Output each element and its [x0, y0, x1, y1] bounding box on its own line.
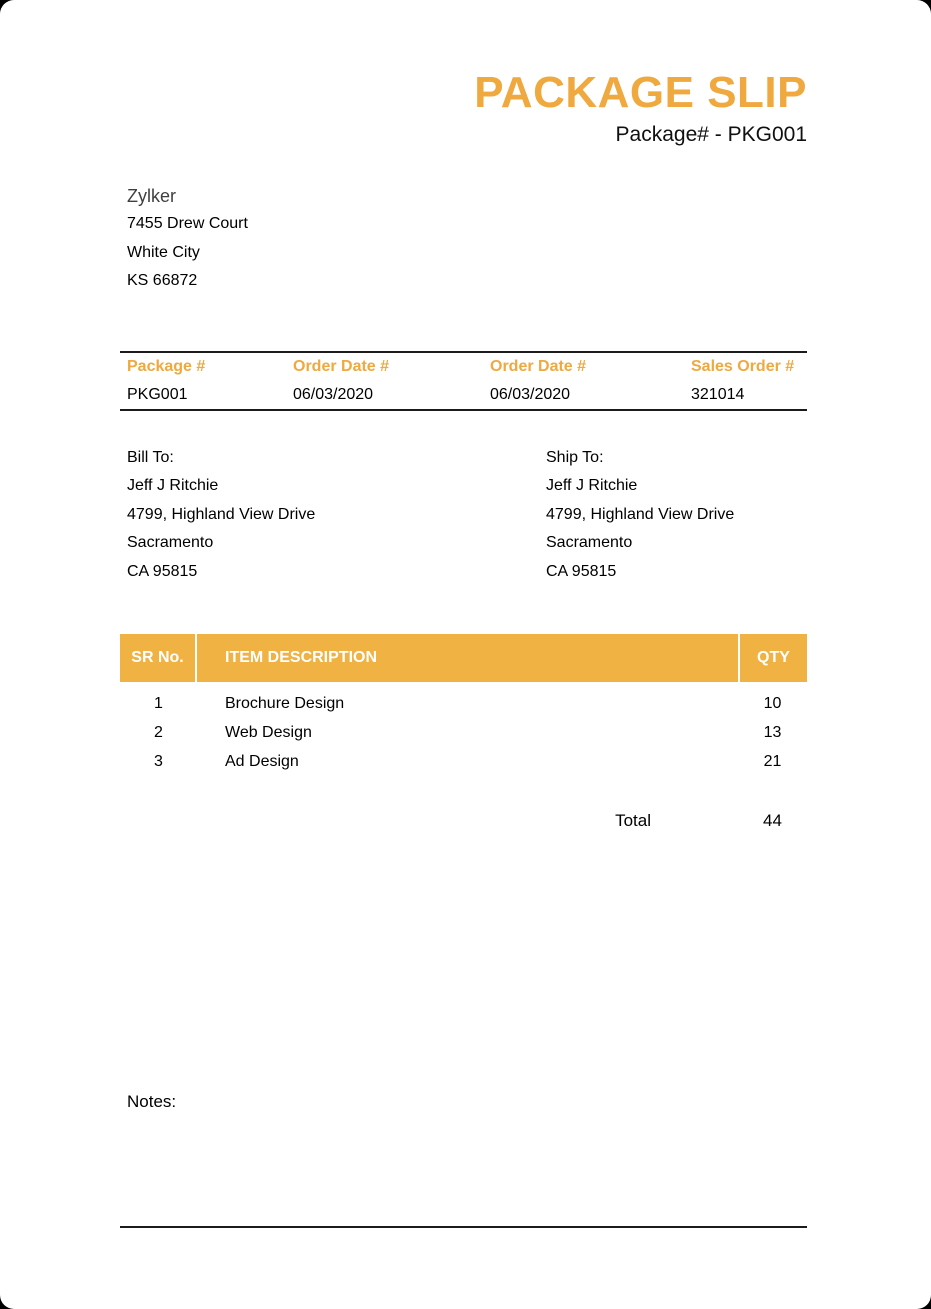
table-row	[120, 689, 807, 718]
detail-value: 06/03/2020	[293, 385, 374, 403]
bill-to-label: Bill To:	[127, 448, 174, 466]
package-details-table	[120, 351, 807, 411]
item-description: Web Design	[225, 724, 312, 741]
detail-value: 321014	[691, 385, 745, 403]
detail-order-date-2	[483, 353, 684, 409]
ship-to-line: 4799, Highland View Drive	[546, 505, 735, 523]
bill-to-line: Sacramento	[127, 534, 214, 551]
table-row	[120, 718, 807, 747]
header-item-description: ITEM DESCRIPTION	[225, 649, 378, 666]
detail-label: Order Date #	[490, 357, 587, 375]
package-number-line: Package# - PKG001	[615, 123, 807, 146]
items-table-body	[120, 689, 807, 776]
notes-label: Notes:	[127, 1092, 177, 1111]
ship-to-section	[546, 444, 734, 587]
company-address-line: KS 66872	[127, 272, 198, 289]
bill-to-line: 4799, Highland View Drive	[127, 505, 316, 523]
detail-value: 06/03/2020	[490, 385, 571, 403]
item-qty: 13	[763, 724, 782, 741]
item-qty: 10	[763, 695, 782, 712]
document-header	[120, 70, 807, 148]
bill-to-line: CA 95815	[127, 562, 198, 580]
company-address-line: 7455 Drew Court	[127, 215, 248, 232]
detail-value: PKG001	[127, 385, 188, 403]
items-table	[120, 634, 807, 832]
header-qty: QTY	[738, 634, 807, 682]
ship-to-line: Jeff J Ritchie	[546, 477, 638, 494]
company-name: Zylker	[127, 186, 176, 206]
detail-label: Order Date #	[293, 357, 390, 375]
detail-label: Package #	[127, 357, 206, 375]
detail-order-date-1	[286, 353, 483, 409]
header-sr-no: SR No.	[120, 634, 197, 682]
items-table-header	[120, 634, 807, 682]
detail-label: Sales Order #	[691, 357, 795, 375]
item-sr: 1	[154, 695, 163, 712]
item-description: Ad Design	[225, 753, 299, 770]
detail-package-number	[120, 353, 286, 409]
company-address-line: White City	[127, 243, 200, 261]
ship-to-line: CA 95815	[546, 562, 617, 580]
detail-sales-order	[684, 353, 807, 409]
item-sr: 2	[154, 724, 163, 741]
table-row	[120, 747, 807, 776]
item-qty: 21	[763, 753, 782, 770]
page-content	[120, 0, 807, 1228]
ship-to-label: Ship To:	[546, 448, 604, 466]
total-qty-value: 44	[763, 811, 782, 830]
item-description: Brochure Design	[225, 695, 345, 712]
document-title: PACKAGE SLIP	[474, 68, 807, 117]
addresses-section	[120, 444, 807, 587]
footer-divider	[120, 1226, 807, 1228]
total-row	[120, 810, 807, 832]
company-block	[120, 182, 807, 296]
item-sr: 3	[154, 753, 163, 770]
total-label: Total	[615, 811, 651, 830]
bill-to-line: Jeff J Ritchie	[127, 477, 219, 494]
ship-to-line: Sacramento	[546, 534, 633, 551]
bill-to-section	[127, 444, 546, 587]
